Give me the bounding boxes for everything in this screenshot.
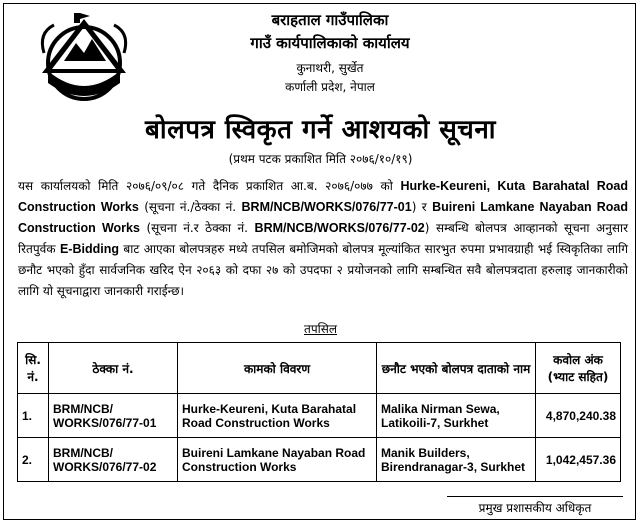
results-table [17, 342, 621, 482]
header-bidder: छनौट भएको बोलपत्र दाताको नाम [377, 343, 536, 394]
row-sn: 2. [18, 438, 49, 482]
nepal-emblem-icon [34, 13, 134, 101]
row-amount: 4,870,240.38 [536, 394, 621, 438]
office-location: कुनाथरी, सुर्खेत [296, 61, 364, 75]
table-caption: तपसिल [303, 322, 337, 336]
row-contract: BRM/NCB/ WORKS/076/77-01 [49, 394, 178, 438]
row-bidder: Malika Nirman Sewa, Latikoili-7, Surkhet [377, 394, 536, 438]
contract-1-number: BRM/NCB/WORKS/076/77-01 [241, 200, 412, 214]
row-amount: 1,042,457.36 [536, 438, 621, 482]
header-sn: सि. नं. [18, 343, 49, 394]
signature-line [447, 496, 623, 497]
row-contract: BRM/NCB/ WORKS/076/77-02 [49, 438, 178, 482]
ebidding-label: E-Bidding [59, 242, 119, 256]
signatory-title: प्रमुख प्रशासकीय अधिकृत [478, 501, 592, 515]
notice-title: बोलपत्र स्विकृत गर्ने आशयको सूचना [145, 115, 496, 145]
office-name: गाउँ कार्यपालिकाको कार्यालय [250, 34, 410, 52]
notice-subtitle: (प्रथम पटक प्रकाशित मिति २०७६/१०/१९) [228, 152, 413, 166]
header-amount: कवोल अंक (भ्याट सहित) [536, 343, 621, 394]
row-bidder: Manik Builders, Birendranagar-3, Surkhet [377, 438, 536, 482]
row-sn: 1. [18, 394, 49, 438]
row-description: Buireni Lamkane Nayaban Road Construction Works [178, 438, 377, 482]
province-name: कर्णाली प्रदेश, नेपाल [285, 80, 375, 94]
project-1-name: Hurke-Keureni, Kuta Barahatal Road Construction Works [18, 179, 628, 214]
header-contract: ठेक्का नं. [49, 343, 178, 394]
municipality-name: बराहताल गाउँपालिका [271, 11, 389, 29]
table-row [18, 438, 621, 482]
notice-body: यस कार्यालयको मिति २०७६/०९/०८ गते दैनिक प्रकाशित आ.ब. २०७६/०७७ को Hurke-Keureni, Kuta Barahatal Road Construction Works (सूचना नं./ठेक्का नं. BRM/NCB/WORKS/076/77-01) र Buireni Lamkane Nayaban Road Construction Works (सूचना नं.र ठेक्का नं. BRM/NCB/WORKS/076/77-02) सम्बन्धि बोलपत्र आव्हानको सूचना अनुसार रितपुर्वक E-Bidding बाट आएका बोलपत्रहरु मध्ये तपसिल बमोजिमको बोलपत्र मूल्यांकित सारभुत रुपमा प्रभावग्राही भई स्विकृतिका लागि छनौट भएको हुँदा सार्वजनिक खरिद ऐन २०६३ को दफा २७ को उपदफा २ प्रयोजनको लागि सम्बन्धित सवै बोलपत्रदाता हरुलाइ जानकारीको लागि यो सूचनाद्वारा जानकारी गराईन्छ। [18, 179, 629, 298]
table-header-row [18, 343, 621, 394]
table-row [18, 394, 621, 438]
project-2-name: Buireni Lamkane Nayaban Road Construction Works [18, 200, 628, 235]
contract-2-number: BRM/NCB/WORKS/076/77-02 [254, 221, 425, 235]
header-description: कामको विवरण [178, 343, 377, 394]
row-description: Hurke-Keureni, Kuta Barahatal Road Construction Works [178, 394, 377, 438]
